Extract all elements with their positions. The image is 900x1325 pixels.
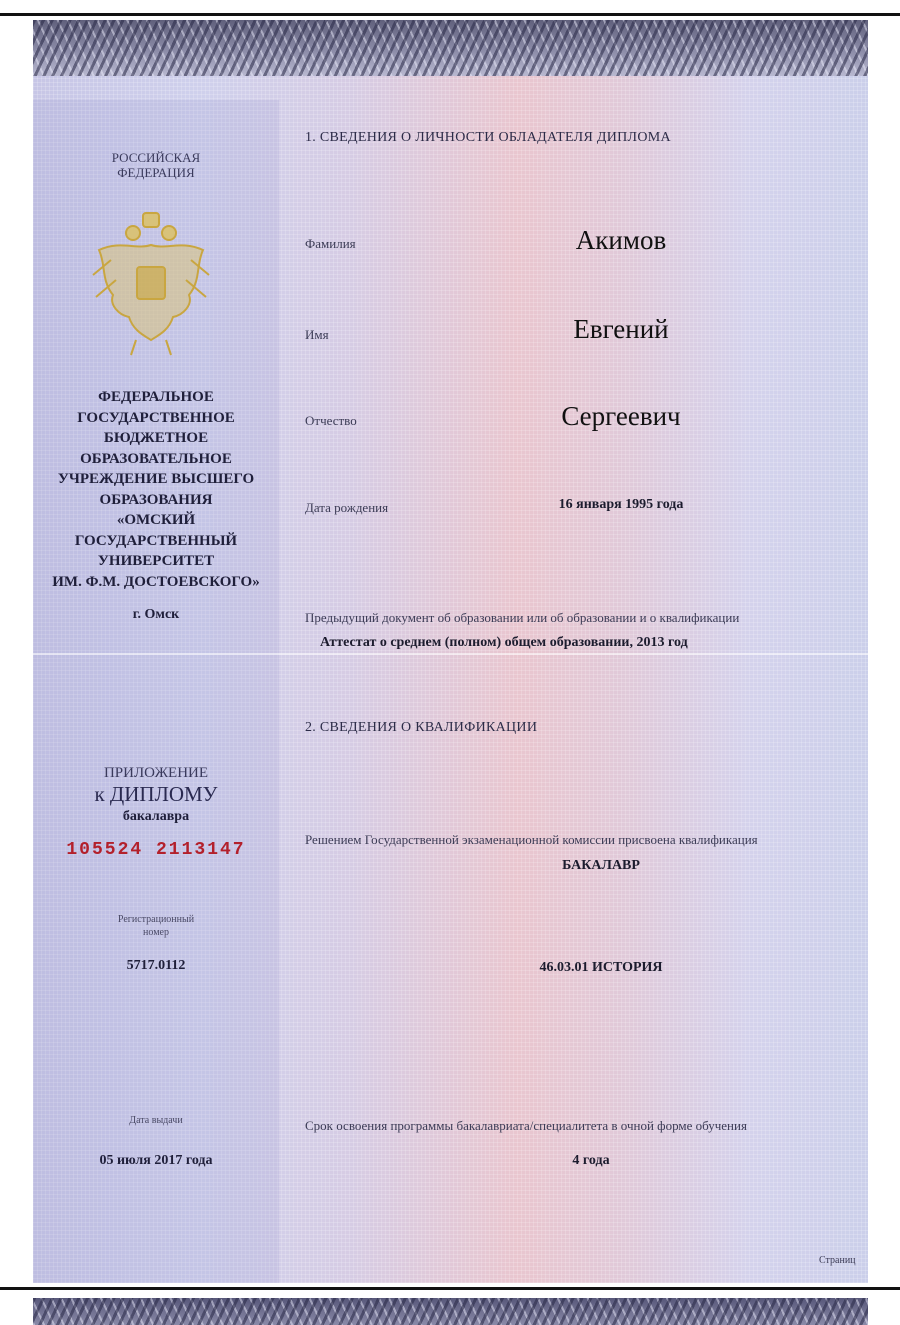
qualification-value: БАКАЛАВР (562, 858, 640, 873)
city-label: г. Омск (132, 607, 180, 622)
registration-label: Регистрационный номер (117, 914, 195, 938)
name-value: Евгений (573, 314, 669, 344)
study-duration-value: 4 года (572, 1153, 610, 1168)
coat-of-arms-emblem (81, 205, 221, 365)
page-count-label: Страниц (819, 1255, 856, 1266)
study-duration-label: Срок освоения программы бакалавриата/специалитета в очной форме обучения (305, 1118, 747, 1133)
surname-value: Акимов (575, 225, 667, 255)
decorative-bottom-band (33, 1298, 868, 1325)
serial-number: 105524 2113147 (66, 840, 246, 860)
bottom-border-line (0, 1287, 900, 1290)
decorative-top-band (33, 20, 868, 76)
country-label: РОССИЙСКАЯ ФЕДЕРАЦИЯ (111, 150, 201, 180)
name-label: Имя (305, 327, 329, 342)
issue-date-label: Дата выдачи (129, 1115, 183, 1126)
appendix-label: ПРИЛОЖЕНИЕ (103, 765, 209, 781)
registration-number: 5717.0112 (126, 958, 186, 973)
top-border-line (0, 13, 900, 16)
fold-line (33, 653, 868, 655)
birth-date-value: 16 января 1995 года (558, 497, 684, 512)
issue-date: 05 июля 2017 года (99, 1153, 213, 1168)
section1-title: 1. СВЕДЕНИЯ О ЛИЧНОСТИ ОБЛАДАТЕЛЯ ДИПЛОМА (305, 130, 671, 145)
patronymic-label: Отчество (305, 413, 357, 428)
section2-title: 2. СВЕДЕНИЯ О КВАЛИФИКАЦИИ (305, 720, 538, 735)
surname-label: Фамилия (305, 236, 356, 251)
degree-type: бакалавра (122, 809, 190, 824)
previous-document-label: Предыдущий документ об образовании или об образовании и о квалификации (305, 610, 740, 625)
institution-name: ФЕДЕРАЛЬНОЕ ГОСУДАРСТВЕННОЕ БЮДЖЕТНОЕ ОБРАЗОВАТЕЛЬНОЕ УЧРЕЖДЕНИЕ ВЫСШЕГО ОБРАЗОВАНИЯ «ОМСКИЙ ГОСУДАРСТВЕННЫЙ УНИВЕРСИТЕТ ИМ. Ф.М. ДОСТОЕВСКОГО» (52, 389, 260, 590)
specialty-value: 46.03.01 ИСТОРИЯ (539, 960, 663, 975)
to-diploma-label: к ДИПЛОМУ (94, 782, 218, 806)
diploma-appendix-page (33, 20, 868, 1283)
birth-date-label: Дата рождения (305, 500, 389, 515)
previous-document-value: Аттестат о среднем (полном) общем образовании, 2013 год (320, 635, 688, 650)
patronymic-value: Сергеевич (561, 401, 681, 431)
qualification-decision-label: Решением Государственной экзаменационной комиссии присвоена квалификация (305, 832, 758, 847)
